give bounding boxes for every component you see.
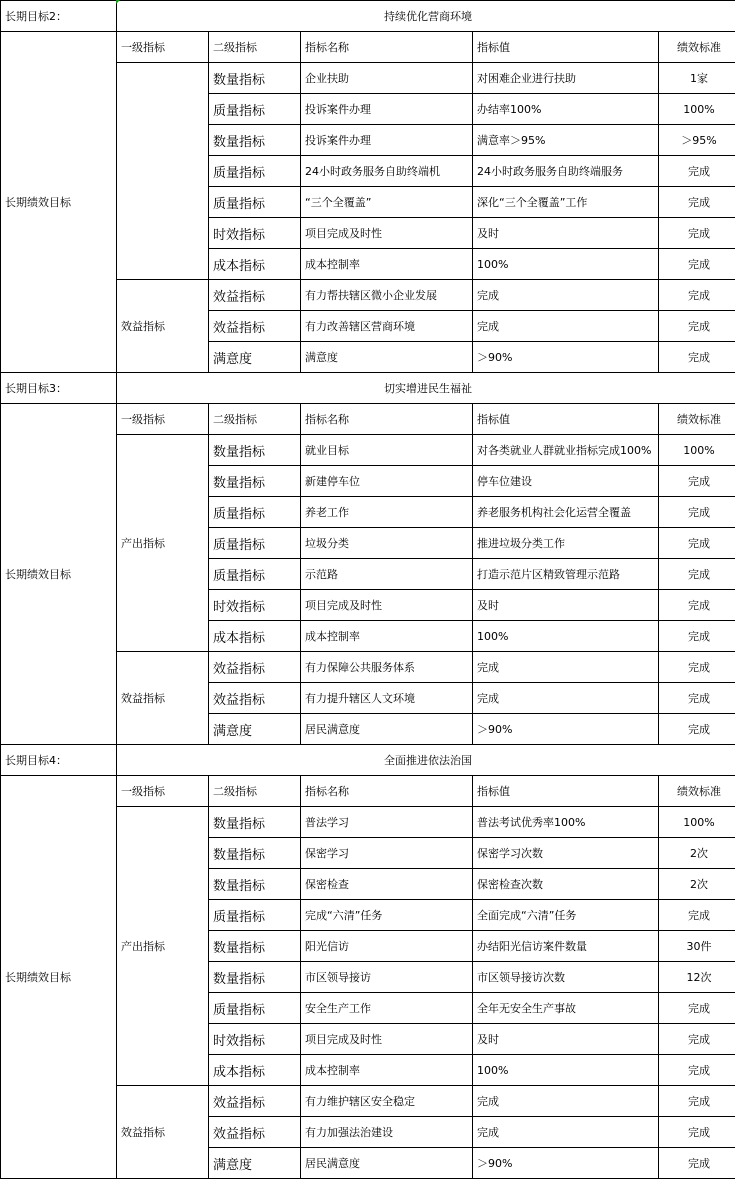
indicator-value-cell[interactable]: 100% bbox=[473, 1055, 659, 1086]
level2-indicator-cell[interactable]: 满意度 bbox=[209, 714, 301, 745]
indicator-value-cell[interactable]: 完成 bbox=[473, 311, 659, 342]
indicator-name-cell[interactable]: 投诉案件办理 bbox=[301, 94, 473, 125]
indicator-value-cell[interactable]: 100% bbox=[473, 621, 659, 652]
performance-standard-cell[interactable]: 完成 bbox=[659, 466, 735, 497]
header-standard-cell[interactable]: 绩效标准 bbox=[659, 776, 735, 807]
indicator-value-cell[interactable]: 完成 bbox=[473, 1117, 659, 1148]
header-level2-cell[interactable]: 二级指标 bbox=[209, 776, 301, 807]
level1-indicator-cell[interactable]: 产出指标 bbox=[117, 435, 209, 652]
indicator-name-cell[interactable]: 有力维护辖区安全稳定 bbox=[301, 1086, 473, 1117]
indicator-value-cell[interactable]: 推进垃圾分类工作 bbox=[473, 528, 659, 559]
indicator-name-cell[interactable]: 居民满意度 bbox=[301, 1148, 473, 1179]
performance-standard-cell[interactable]: 完成 bbox=[659, 1117, 735, 1148]
header-value-cell[interactable]: 指标值 bbox=[473, 404, 659, 435]
indicator-name-cell[interactable]: 有力加强法治建设 bbox=[301, 1117, 473, 1148]
level2-indicator-cell[interactable]: 数量指标 bbox=[209, 63, 301, 94]
performance-standard-cell[interactable]: 100% bbox=[659, 807, 735, 838]
indicator-value-cell[interactable]: 完成 bbox=[473, 683, 659, 714]
level2-indicator-cell[interactable]: 时效指标 bbox=[209, 590, 301, 621]
level2-indicator-cell[interactable]: 效益指标 bbox=[209, 280, 301, 311]
indicator-name-cell[interactable]: 项目完成及时性 bbox=[301, 590, 473, 621]
indicator-name-cell[interactable]: 有力改善辖区营商环境 bbox=[301, 311, 473, 342]
indicator-name-cell[interactable]: “三个全覆盖” bbox=[301, 187, 473, 218]
table-body bbox=[1, 1, 735, 1179]
indicator-name-cell[interactable]: 满意度 bbox=[301, 342, 473, 373]
level2-indicator-cell[interactable]: 效益指标 bbox=[209, 1117, 301, 1148]
header-value-cell[interactable]: 指标值 bbox=[473, 776, 659, 807]
indicator-name-cell[interactable]: 示范路 bbox=[301, 559, 473, 590]
indicator-name-cell[interactable]: 企业扶助 bbox=[301, 63, 473, 94]
performance-standard-cell[interactable]: 完成 bbox=[659, 218, 735, 249]
indicator-value-cell[interactable]: 满意率＞95% bbox=[473, 125, 659, 156]
indicator-name-cell[interactable]: 项目完成及时性 bbox=[301, 218, 473, 249]
indicator-name-cell[interactable]: 投诉案件办理 bbox=[301, 125, 473, 156]
indicator-value-cell[interactable]: 完成 bbox=[473, 1086, 659, 1117]
level2-indicator-cell[interactable]: 质量指标 bbox=[209, 993, 301, 1024]
level2-indicator-cell[interactable]: 数量指标 bbox=[209, 435, 301, 466]
goal-heading-row bbox=[1, 1, 735, 32]
goal-label-cell[interactable]: 长期目标2： bbox=[1, 1, 117, 32]
goal-heading-row bbox=[1, 373, 735, 404]
level2-indicator-cell[interactable]: 数量指标 bbox=[209, 807, 301, 838]
header-standard-cell[interactable]: 绩效标准 bbox=[659, 404, 735, 435]
indicator-name-cell[interactable]: 市区领导接访 bbox=[301, 962, 473, 993]
performance-standard-cell[interactable]: 完成 bbox=[659, 528, 735, 559]
goal-label-cell[interactable]: 长期目标4： bbox=[1, 745, 117, 776]
performance-standard-cell[interactable]: 完成 bbox=[659, 993, 735, 1024]
level2-indicator-cell[interactable]: 成本指标 bbox=[209, 1055, 301, 1086]
level2-indicator-cell[interactable]: 数量指标 bbox=[209, 869, 301, 900]
indicator-value-cell[interactable]: 打造示范片区精致管理示范路 bbox=[473, 559, 659, 590]
indicator-name-cell[interactable]: 成本控制率 bbox=[301, 249, 473, 280]
goal-title-cell[interactable]: 持续优化营商环境 bbox=[117, 1, 735, 32]
level2-indicator-cell[interactable]: 数量指标 bbox=[209, 838, 301, 869]
indicator-name-cell[interactable]: 成本控制率 bbox=[301, 1055, 473, 1086]
indicator-value-cell[interactable]: 对困难企业进行扶助 bbox=[473, 63, 659, 94]
level2-indicator-cell[interactable]: 效益指标 bbox=[209, 311, 301, 342]
goal-label-cell[interactable]: 长期目标3： bbox=[1, 373, 117, 404]
indicator-value-cell[interactable]: 24小时政务服务自助终端服务 bbox=[473, 156, 659, 187]
indicator-value-cell[interactable]: 养老服务机构社会化运营全覆盖 bbox=[473, 497, 659, 528]
indicator-name-cell[interactable]: 垃圾分类 bbox=[301, 528, 473, 559]
header-level1-cell[interactable]: 一级指标 bbox=[117, 776, 209, 807]
indicator-name-cell[interactable]: 安全生产工作 bbox=[301, 993, 473, 1024]
level2-indicator-cell[interactable]: 质量指标 bbox=[209, 559, 301, 590]
column-header-row bbox=[1, 32, 735, 63]
performance-standard-cell[interactable]: 完成 bbox=[659, 714, 735, 745]
performance-standard-cell[interactable]: 完成 bbox=[659, 280, 735, 311]
indicator-name-cell[interactable]: 普法学习 bbox=[301, 807, 473, 838]
indicator-value-cell[interactable]: 停车位建设 bbox=[473, 466, 659, 497]
level2-indicator-cell[interactable]: 数量指标 bbox=[209, 125, 301, 156]
level1-indicator-cell[interactable]: 效益指标 bbox=[117, 1086, 209, 1179]
column-header-row bbox=[1, 776, 735, 807]
performance-standard-cell[interactable]: 完成 bbox=[659, 249, 735, 280]
level2-indicator-cell[interactable]: 时效指标 bbox=[209, 218, 301, 249]
performance-standard-cell[interactable]: 完成 bbox=[659, 156, 735, 187]
level2-indicator-cell[interactable]: 数量指标 bbox=[209, 931, 301, 962]
indicator-value-cell[interactable]: 及时 bbox=[473, 218, 659, 249]
indicator-name-cell[interactable]: 项目完成及时性 bbox=[301, 1024, 473, 1055]
indicator-value-cell[interactable]: 办结阳光信访案件数量 bbox=[473, 931, 659, 962]
header-name-cell[interactable]: 指标名称 bbox=[301, 32, 473, 63]
performance-standard-cell[interactable]: 完成 bbox=[659, 559, 735, 590]
level2-indicator-cell[interactable]: 质量指标 bbox=[209, 528, 301, 559]
performance-standard-cell[interactable]: 2次 bbox=[659, 869, 735, 900]
performance-standard-cell[interactable]: 完成 bbox=[659, 187, 735, 218]
level2-indicator-cell[interactable]: 质量指标 bbox=[209, 156, 301, 187]
indicator-name-cell[interactable]: 阳光信访 bbox=[301, 931, 473, 962]
level1-indicator-cell[interactable]: 效益指标 bbox=[117, 652, 209, 745]
indicator-value-cell[interactable]: ＞90% bbox=[473, 342, 659, 373]
indicator-value-cell[interactable]: 完成 bbox=[473, 652, 659, 683]
level2-indicator-cell[interactable]: 质量指标 bbox=[209, 900, 301, 931]
performance-standard-cell[interactable]: 30件 bbox=[659, 931, 735, 962]
header-standard-cell[interactable]: 绩效标准 bbox=[659, 32, 735, 63]
level1-indicator-cell[interactable]: 产出指标 bbox=[117, 807, 209, 1086]
indicator-name-cell[interactable]: 24小时政务服务自助终端机 bbox=[301, 156, 473, 187]
level2-indicator-cell[interactable]: 时效指标 bbox=[209, 1024, 301, 1055]
indicator-name-cell[interactable]: 养老工作 bbox=[301, 497, 473, 528]
indicator-value-cell[interactable]: ＞90% bbox=[473, 714, 659, 745]
indicator-name-cell[interactable]: 完成“六清”任务 bbox=[301, 900, 473, 931]
indicator-name-cell[interactable]: 成本控制率 bbox=[301, 621, 473, 652]
performance-standard-cell[interactable]: 完成 bbox=[659, 683, 735, 714]
indicator-value-cell[interactable]: 普法考试优秀率100% bbox=[473, 807, 659, 838]
indicator-value-cell[interactable]: 办结率100% bbox=[473, 94, 659, 125]
header-name-cell[interactable]: 指标名称 bbox=[301, 776, 473, 807]
performance-standard-cell[interactable]: 完成 bbox=[659, 497, 735, 528]
indicator-name-cell[interactable]: 保密检查 bbox=[301, 869, 473, 900]
indicator-name-cell[interactable]: 新建停车位 bbox=[301, 466, 473, 497]
long-term-goal-cell[interactable]: 长期绩效目标 bbox=[1, 776, 117, 1179]
indicator-value-cell[interactable]: ＞90% bbox=[473, 1148, 659, 1179]
header-level2-cell[interactable]: 二级指标 bbox=[209, 404, 301, 435]
level2-indicator-cell[interactable]: 质量指标 bbox=[209, 497, 301, 528]
level2-indicator-cell[interactable]: 数量指标 bbox=[209, 466, 301, 497]
performance-standard-cell[interactable]: 完成 bbox=[659, 1024, 735, 1055]
level2-indicator-cell[interactable]: 质量指标 bbox=[209, 94, 301, 125]
cell-selection-marker bbox=[116, 0, 120, 4]
performance-standard-cell[interactable]: 完成 bbox=[659, 342, 735, 373]
indicator-name-cell[interactable]: 居民满意度 bbox=[301, 714, 473, 745]
performance-standard-cell[interactable]: 完成 bbox=[659, 1086, 735, 1117]
performance-standard-cell[interactable]: 12次 bbox=[659, 962, 735, 993]
level2-indicator-cell[interactable]: 质量指标 bbox=[209, 187, 301, 218]
indicator-value-cell[interactable]: 全面完成“六清”任务 bbox=[473, 900, 659, 931]
level1-indicator-cell[interactable] bbox=[117, 63, 209, 280]
header-level1-cell[interactable]: 一级指标 bbox=[117, 404, 209, 435]
level2-indicator-cell[interactable]: 效益指标 bbox=[209, 652, 301, 683]
level2-indicator-cell[interactable]: 成本指标 bbox=[209, 621, 301, 652]
indicator-value-cell[interactable]: 保密学习次数 bbox=[473, 838, 659, 869]
performance-standard-cell[interactable]: 完成 bbox=[659, 1055, 735, 1086]
performance-standard-cell[interactable]: 完成 bbox=[659, 621, 735, 652]
level2-indicator-cell[interactable]: 满意度 bbox=[209, 1148, 301, 1179]
indicator-name-cell[interactable]: 就业目标 bbox=[301, 435, 473, 466]
indicator-value-cell[interactable]: 深化“三个全覆盖”工作 bbox=[473, 187, 659, 218]
level2-indicator-cell[interactable]: 效益指标 bbox=[209, 1086, 301, 1117]
indicator-name-cell[interactable]: 保密学习 bbox=[301, 838, 473, 869]
column-header-row bbox=[1, 404, 735, 435]
indicator-value-cell[interactable]: 完成 bbox=[473, 280, 659, 311]
indicator-value-cell[interactable]: 全年无安全生产事故 bbox=[473, 993, 659, 1024]
level2-indicator-cell[interactable]: 效益指标 bbox=[209, 683, 301, 714]
level2-indicator-cell[interactable]: 成本指标 bbox=[209, 249, 301, 280]
goal-heading-row bbox=[1, 745, 735, 776]
header-level1-cell[interactable]: 一级指标 bbox=[117, 32, 209, 63]
performance-standard-cell[interactable]: 2次 bbox=[659, 838, 735, 869]
goal-title-cell[interactable]: 全面推进依法治国 bbox=[117, 745, 735, 776]
header-level2-cell[interactable]: 二级指标 bbox=[209, 32, 301, 63]
indicator-value-cell[interactable]: 保密检查次数 bbox=[473, 869, 659, 900]
indicator-name-cell[interactable]: 有力帮扶辖区微小企业发展 bbox=[301, 280, 473, 311]
performance-standard-cell[interactable]: 100% bbox=[659, 94, 735, 125]
indicator-value-cell[interactable]: 100% bbox=[473, 249, 659, 280]
indicator-value-cell[interactable]: 市区领导接访次数 bbox=[473, 962, 659, 993]
level2-indicator-cell[interactable]: 数量指标 bbox=[209, 962, 301, 993]
performance-standard-cell[interactable]: 1家 bbox=[659, 63, 735, 94]
long-term-goal-cell[interactable]: 长期绩效目标 bbox=[1, 32, 117, 373]
performance-standard-cell[interactable]: 完成 bbox=[659, 652, 735, 683]
indicator-name-cell[interactable]: 有力提升辖区人文环境 bbox=[301, 683, 473, 714]
level1-indicator-cell[interactable]: 效益指标 bbox=[117, 280, 209, 373]
performance-standard-cell[interactable]: ＞95% bbox=[659, 125, 735, 156]
header-name-cell[interactable]: 指标名称 bbox=[301, 404, 473, 435]
level2-indicator-cell[interactable]: 满意度 bbox=[209, 342, 301, 373]
header-value-cell[interactable]: 指标值 bbox=[473, 32, 659, 63]
performance-standard-cell[interactable]: 完成 bbox=[659, 311, 735, 342]
performance-standard-cell[interactable]: 完成 bbox=[659, 590, 735, 621]
indicator-value-cell[interactable]: 及时 bbox=[473, 590, 659, 621]
long-term-goal-cell[interactable]: 长期绩效目标 bbox=[1, 404, 117, 745]
indicator-name-cell[interactable]: 有力保障公共服务体系 bbox=[301, 652, 473, 683]
performance-standard-cell[interactable]: 完成 bbox=[659, 900, 735, 931]
performance-standard-cell[interactable]: 100% bbox=[659, 435, 735, 466]
performance-standard-cell[interactable]: 完成 bbox=[659, 1148, 735, 1179]
indicator-value-cell[interactable]: 对各类就业人群就业指标完成100% bbox=[473, 435, 659, 466]
indicator-value-cell[interactable]: 及时 bbox=[473, 1024, 659, 1055]
goal-title-cell[interactable]: 切实增进民生福祉 bbox=[117, 373, 735, 404]
